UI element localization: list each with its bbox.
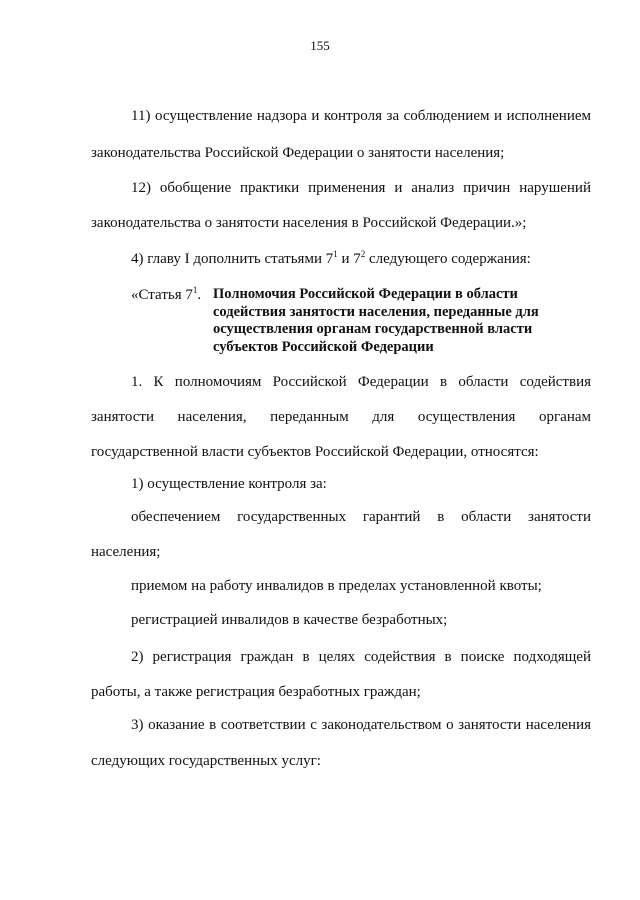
paragraph-line: населения; <box>91 544 161 560</box>
paragraph-line: приемом на работу инвалидов в пределах установленной квоты; <box>131 578 542 594</box>
article-label-text: «Статья 7 <box>131 287 193 303</box>
paragraph-line: 1. К полномочиям Российской Федерации в области содействия <box>131 374 591 390</box>
paragraph-line: 1) осуществление контроля за: <box>131 476 327 492</box>
article-label <box>131 286 201 304</box>
amendment-text: следующего содержания: <box>365 251 531 267</box>
article-label-superscript: 1 <box>192 285 198 295</box>
article-title <box>213 286 593 356</box>
paragraph-line: занятости населения, переданным для осуществления органам <box>91 409 591 425</box>
paragraph-line: 12) обобщение практики применения и анализ причин нарушений <box>131 180 591 196</box>
paragraph-line: 2) регистрация граждан в целях содействия в поиске подходящей <box>131 649 591 665</box>
paragraph-line: законодательства о занятости населения в Российской Федерации.»; <box>91 215 527 231</box>
article-title-line: Полномочия Российской Федерации в области <box>213 286 518 302</box>
paragraph-line: 3) оказание в соответствии с законодательством о занятости населения <box>131 717 591 733</box>
paragraph-line: государственной власти субъектов Российской Федерации, относятся: <box>91 444 539 460</box>
paragraph-line: законодательства Российской Федерации о занятости населения; <box>91 145 505 161</box>
article-title-line: субъектов Российской Федерации <box>213 338 434 355</box>
amendment-text: и 7 <box>337 251 361 267</box>
amendment-line <box>131 250 591 268</box>
paragraph-line: 11) осуществление надзора и контроля за соблюдением и исполнением <box>131 108 591 124</box>
article-label-dot: . <box>197 287 202 303</box>
superscript: 2 <box>360 249 366 259</box>
paragraph-line: работы, а также регистрация безработных граждан; <box>91 684 421 700</box>
article-title-line: осуществления органам государственной власти <box>213 321 533 337</box>
superscript: 1 <box>333 249 338 259</box>
amendment-text: 4) главу I дополнить статьями 7 <box>131 251 334 267</box>
paragraph-line: следующих государственных услуг: <box>91 753 321 769</box>
page-number: 155 <box>310 38 330 53</box>
paragraph-line: обеспечением государственных гарантий в области занятости <box>131 509 591 525</box>
article-title-line: содействия занятости населения, переданные для <box>213 303 539 320</box>
paragraph-line: регистрацией инвалидов в качестве безработных; <box>131 612 448 628</box>
